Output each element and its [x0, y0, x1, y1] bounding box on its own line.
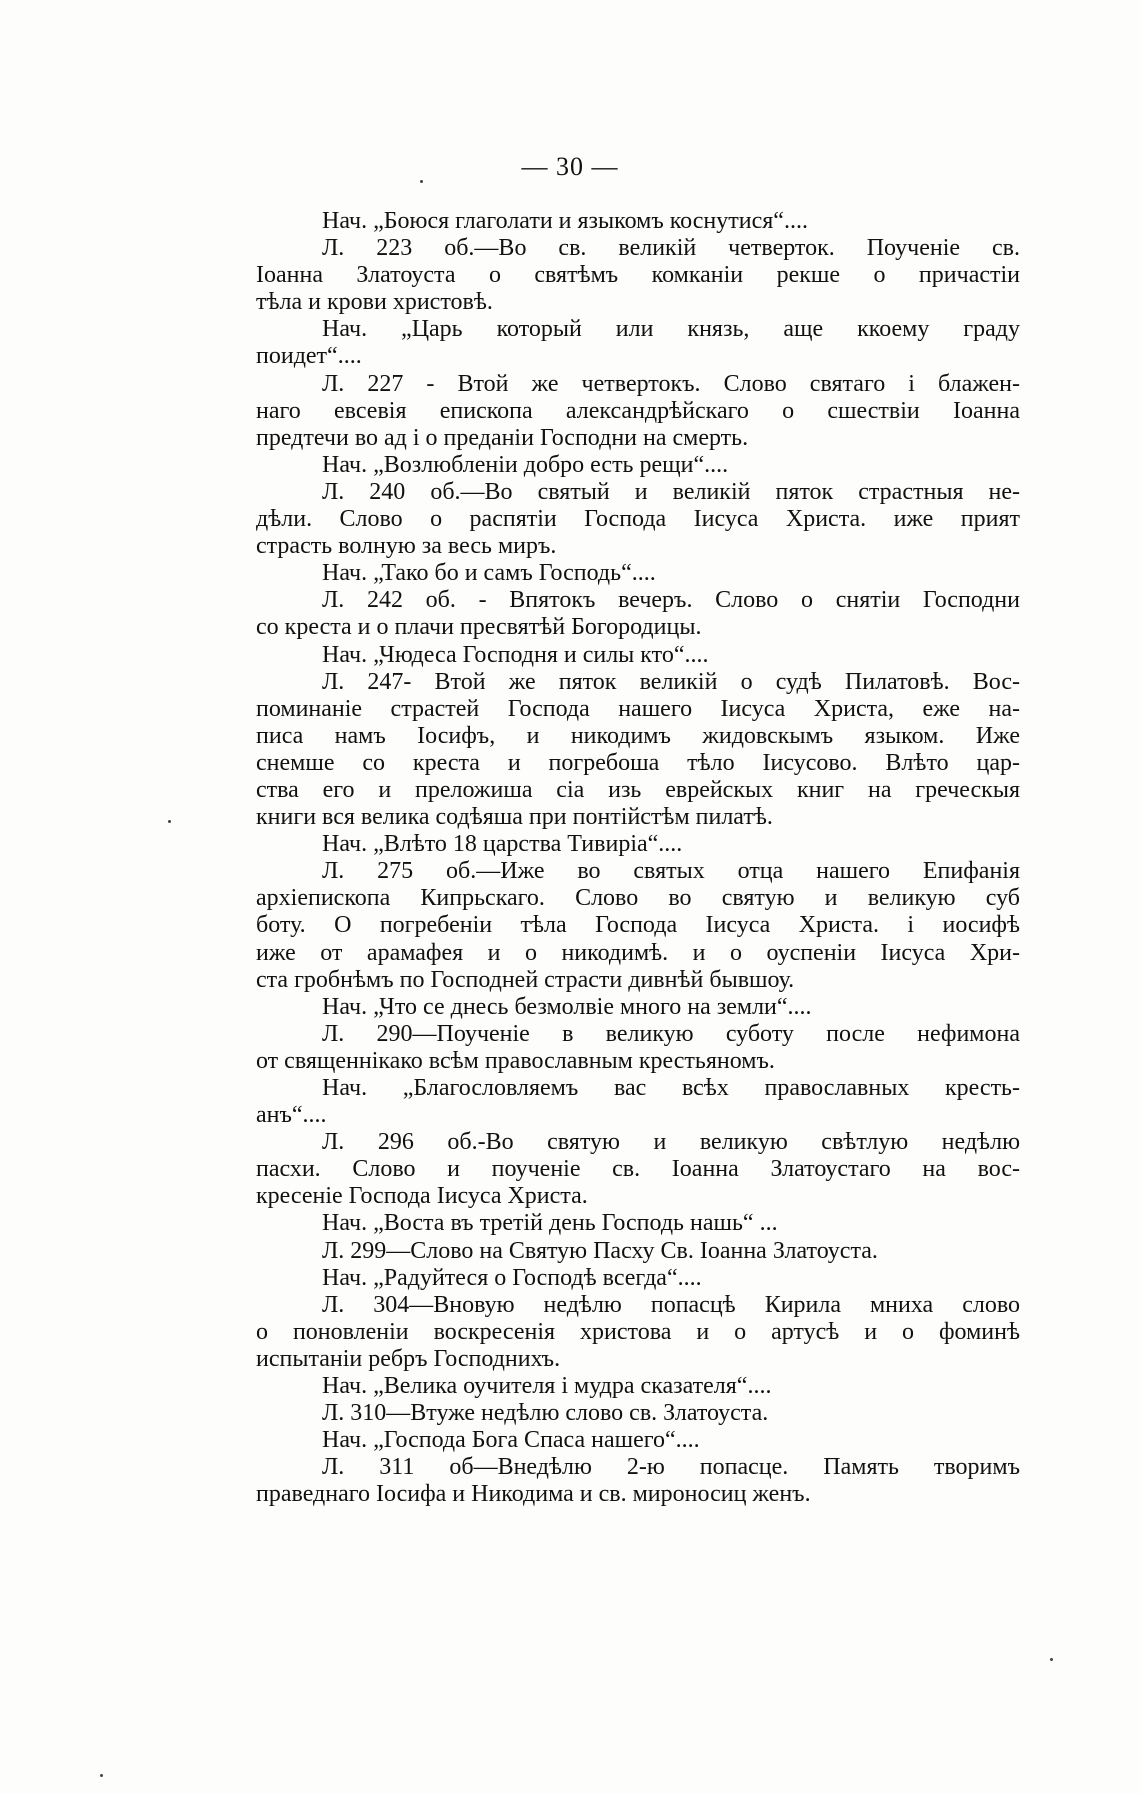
text-line: Нач. „Радуйтеся о Господѣ всегда“....	[322, 1264, 702, 1291]
text-line: предтечи во ад і о преданіи Господни на смерть.	[256, 424, 749, 451]
text-line: праведнаго Іосифа и Никодима и св. мироносиц женъ.	[256, 1481, 811, 1508]
text-line: наго евсевія епископа александрѣйскаго о сшествіи Іоанна	[256, 397, 1020, 424]
text-line: страсть волную за весь миръ.	[256, 533, 557, 560]
entry-paragraph	[256, 208, 1020, 235]
text-line: испытаніи ребръ Господнихъ.	[256, 1345, 561, 1372]
entry-paragraph	[256, 858, 1020, 993]
text-line: Нач. „Господа Бога Спаса нашего“....	[322, 1427, 700, 1454]
entry-paragraph	[256, 560, 1020, 587]
text-line: поминаніе страстей Господа нашего Іисуса Христа, еже на-	[256, 695, 1020, 722]
text-line: Л. 223 об.—Во св. великій четверток. Поученіе св.	[322, 235, 1020, 262]
text-line: Л. 299—Слово на Святую Пасху Св. Іоанна Златоуста.	[322, 1237, 878, 1264]
entry-paragraph	[256, 669, 1020, 832]
text-line: Л. 296 об.-Во святую и великую свѣтлую недѣлю	[322, 1129, 1020, 1156]
text-line: кресеніе Господа Іисуса Христа.	[256, 1183, 588, 1210]
entry-paragraph	[256, 235, 1020, 316]
text-line: Нач. „Тако бо и самъ Господь“....	[322, 560, 656, 587]
text-line: Л. 242 об. - Впятокъ вечеръ. Слово о снятіи Господни	[322, 587, 1020, 614]
text-line: писа намъ Іосифъ, и никодимъ жидовскымъ языком. Иже	[256, 722, 1020, 749]
text-line: иже от арамафея и о никодимѣ. и о оуспеніи Іисуса Хри-	[256, 939, 1020, 966]
text-line: о поновленіи воскресенія христова и о артусѣ и о фоминѣ	[256, 1318, 1020, 1345]
entry-paragraph	[256, 642, 1020, 669]
text-line: Іоанна Златоуста о святѣмъ комканіи рекше о причастіи	[256, 262, 1020, 289]
text-line: Л. 310—Втуже недѣлю слово св. Златоуста.	[322, 1400, 769, 1427]
text-line: анъ“....	[256, 1102, 327, 1129]
text-line: Нач. „Возлюбленіи добро есть рещи“....	[322, 451, 729, 478]
text-line: Нач. „Боюся глаголати и языкомъ коснутися“....	[322, 208, 808, 234]
entry-paragraph	[256, 587, 1020, 641]
text-line: Нач. „Влѣто 18 царства Тивиріа“....	[322, 831, 683, 858]
scan-speck	[100, 1774, 103, 1777]
text-line: снемше со креста и погребоша тѣло Іисусово. Влѣто цар-	[256, 749, 1020, 776]
entry-paragraph	[256, 1238, 1020, 1265]
text-line: Л. 290—Поученіе в великую суботу после нефимона	[322, 1020, 1020, 1047]
text-line: поидет“....	[256, 343, 362, 370]
entry-paragraph	[256, 994, 1020, 1021]
text-body	[256, 208, 1020, 1509]
page-number: — 30 —	[521, 152, 619, 181]
entry-paragraph	[256, 316, 1020, 370]
entry-paragraph	[256, 452, 1020, 479]
text-line: Нач. „Чюдеса Господня и силы кто“....	[322, 641, 709, 668]
text-line: Л. 247- Втой же пяток великій о судѣ Пилатовѣ. Вос-	[322, 668, 1020, 695]
text-line: архіепископа Кипрьскаго. Слово во святую и великую суб	[256, 885, 1020, 912]
entry-paragraph	[256, 1373, 1020, 1400]
entry-paragraph	[256, 831, 1020, 858]
entry-paragraph	[256, 479, 1020, 560]
text-line: Л. 227 - Втой же четвертокъ. Слово святаго і блажен-	[322, 370, 1020, 397]
entry-paragraph	[256, 1454, 1020, 1508]
text-line: Нач. „Велика оучителя і мудра сказателя“....	[322, 1373, 772, 1400]
text-line: книги вся велика содѣяша при понтійстѣм пилатѣ.	[256, 804, 773, 831]
text-line: боту. О погребеніи тѣла Господа Іисуса Христа. і иосифѣ	[256, 912, 1020, 939]
entry-paragraph	[256, 1400, 1020, 1427]
text-line: Нач. „Что се днесь безмолвіе много на земли“....	[322, 993, 812, 1020]
text-line: Нач. „Воста въ третій день Господь нашь“ ...	[322, 1210, 778, 1237]
text-line: Л. 275 об.—Иже во святых отца нашего Епифанія	[322, 858, 1020, 885]
entry-paragraph	[256, 1075, 1020, 1129]
text-line: Нач. „Благословляемъ вас всѣх православных кресть-	[322, 1075, 1020, 1101]
text-line: ства его и преложиша сіа изь еврейскых книг на греческыя	[256, 776, 1020, 803]
entry-paragraph	[256, 1129, 1020, 1210]
entry-paragraph	[256, 371, 1020, 452]
entry-paragraph	[256, 1292, 1020, 1373]
scan-speck	[168, 820, 171, 823]
scan-speck	[420, 180, 423, 183]
text-line: пасхи. Слово и поученіе св. Іоанна Златоустаго на вос-	[256, 1156, 1020, 1183]
scan-speck	[1050, 1658, 1053, 1661]
text-line: Л. 311 об—Внедѣлю 2-ю попасце. Память творимъ	[322, 1454, 1020, 1481]
entry-paragraph	[256, 1427, 1020, 1454]
entry-paragraph	[256, 1021, 1020, 1075]
text-line: со креста и о плачи пресвятѣй Богородицы.	[256, 614, 702, 641]
text-line: от священнікако всѣм православным крестьяномъ.	[256, 1047, 775, 1074]
entry-paragraph	[256, 1210, 1020, 1237]
text-line: дѣли. Слово о распятіи Господа Іисуса Христа. иже прият	[256, 506, 1020, 533]
text-line: Л. 304—Вновую недѣлю попасцѣ Кирила мниха слово	[322, 1291, 1020, 1318]
text-line: ста гробнѣмъ по Господней страсти дивнѣй бывшоу.	[256, 966, 795, 993]
text-line: тѣла и крови христовѣ.	[256, 289, 493, 316]
text-line: Л. 240 об.—Во святый и великій пяток страстныя не-	[322, 478, 1020, 505]
text-line: Нач. „Царь который или князь, аще ккоему граду	[322, 316, 1020, 343]
entry-paragraph	[256, 1265, 1020, 1292]
